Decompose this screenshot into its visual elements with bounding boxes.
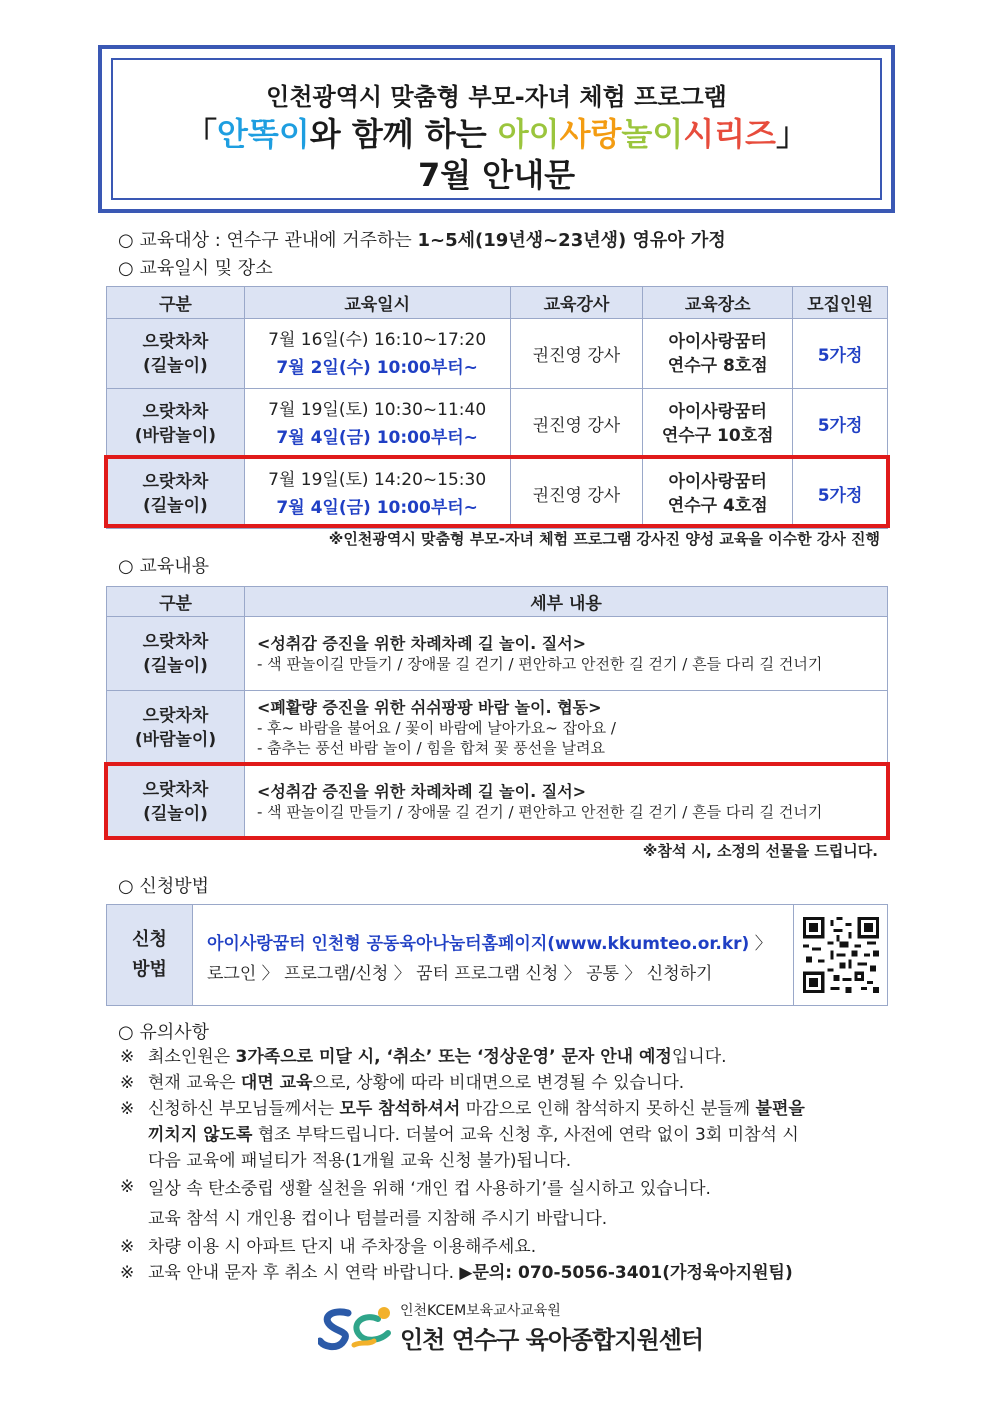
- gift-note: ※참석 시, 소정의 선물을 드립니다.: [642, 842, 878, 860]
- place-cell: [643, 319, 793, 389]
- detail-line: - 색 판놀이길 만들기 / 장애물 길 걷기 / 편안하고 안전한 길 걷기 / 흔들 다리 길 건너기: [257, 654, 823, 673]
- note-bold: 모두 참석하셔서: [339, 1099, 461, 1119]
- detail-line: - 춤추는 풍선 바람 놀이 / 힘을 합쳐 꽃 풍선을 날려요: [257, 738, 605, 757]
- detail-line: - 색 판놀이길 만들기 / 장애물 길 걷기 / 편안하고 안전한 길 걷기 / 흔들 다리 길 건너기: [257, 802, 823, 821]
- category-name: 으랏차차: [142, 705, 209, 726]
- session-date: 7월 16일(수) 16:10~17:20: [268, 329, 487, 350]
- note-mark: ※: [120, 1263, 135, 1283]
- teacher-cell: 권진영 강사: [510, 319, 643, 389]
- series-part-1: 아이: [497, 115, 560, 153]
- schedule-header: 교육장소: [643, 287, 793, 319]
- content-header: 구분: [107, 587, 245, 617]
- title-box: [98, 45, 895, 213]
- center-logo-icon: [318, 1305, 394, 1351]
- content-heading: ○ 교육내용: [118, 556, 209, 577]
- highlight-box: [104, 455, 890, 528]
- open-date: 7월 4일(금) 10:00부터~: [276, 497, 478, 518]
- category-sub: (길놀이): [143, 803, 208, 824]
- contact-info: ▶문의: 070-5056-3401(가정육아지원팀): [459, 1263, 793, 1283]
- series-part-2: 사랑: [559, 115, 622, 153]
- detail-title: <폐활량 증진을 위한 쉬쉬팡팡 바람 놀이. 협동>: [257, 697, 602, 717]
- note-text: 최소인원은: [148, 1047, 236, 1067]
- date-cell: [244, 389, 510, 459]
- list-item: [120, 1234, 880, 1260]
- detail-cell: [245, 617, 888, 691]
- note-bold: 불편을: [755, 1099, 805, 1119]
- target-bold: 1~5세(19년생~23년생) 영유아 가정: [417, 230, 726, 251]
- table-row: [107, 319, 888, 389]
- schedule-heading: ○ 교육일시 및 장소: [118, 258, 273, 279]
- title-line1: 인천광역시 맞춤형 부모-자녀 체험 프로그램: [266, 83, 727, 111]
- list-item: [120, 1070, 880, 1096]
- apply-box: [106, 904, 888, 1006]
- category-name: 으랏차차: [142, 471, 209, 492]
- apply-steps: 로그인 〉 프로그램/신청 〉 꿈터 프로그램 신청 〉 공통 〉 신청하기: [207, 964, 713, 984]
- title-mid: 와 함께 하는: [309, 115, 498, 153]
- apply-label-line: 신청: [132, 929, 167, 950]
- note-text: 현재 교육은: [148, 1073, 241, 1093]
- series-part-3: 놀이: [621, 115, 684, 153]
- apply-text: [193, 905, 793, 1005]
- category-sub: (길놀이): [142, 355, 208, 376]
- note-mark: ※: [120, 1177, 135, 1197]
- detail-title: <성취감 증진을 위한 차례차례 길 놀이. 질서>: [257, 633, 587, 653]
- schedule-header: 교육강사: [510, 287, 643, 319]
- count-cell: 5가정: [793, 459, 888, 529]
- note-mark: ※: [120, 1073, 135, 1093]
- category-cell: [107, 617, 245, 691]
- note-text: 일상 속 탄소중립 생활 실천을 위해 ‘개인 컵 사용하기’를 실시하고 있습니다.: [148, 1179, 711, 1199]
- category-sub: (바람놀이): [134, 729, 217, 750]
- schedule-header: 구분: [107, 287, 245, 319]
- apply-label: [107, 905, 193, 1005]
- place-branch: 연수구 10호점: [661, 425, 774, 446]
- list-item: [120, 1174, 880, 1234]
- teacher-cell: 권진영 강사: [510, 459, 643, 529]
- schedule-header: 교육일시: [244, 287, 510, 319]
- title-line3: 7월 안내문: [417, 156, 576, 194]
- category-name: 으랏차차: [142, 331, 209, 352]
- highlight-box: [104, 762, 890, 840]
- count-cell: 5가정: [793, 389, 888, 459]
- content-header-row: [107, 587, 888, 617]
- schedule-header-row: [107, 287, 888, 319]
- table-row: [107, 691, 888, 765]
- series-part-4: 시리즈: [683, 115, 776, 153]
- notes-heading: ○ 유의사항: [118, 1022, 209, 1043]
- place-name: 아이사랑꿈터: [668, 331, 767, 352]
- bracket-close: 」: [775, 115, 808, 153]
- teacher-cell: 권진영 강사: [510, 389, 643, 459]
- apply-heading: ○ 신청방법: [118, 876, 209, 897]
- place-name: 아이사랑꿈터: [668, 401, 767, 422]
- category-name: 으랏차차: [142, 631, 209, 652]
- place-name: 아이사랑꿈터: [668, 471, 767, 492]
- session-date: 7월 19일(토) 10:30~11:40: [268, 399, 487, 420]
- list-item: [120, 1260, 880, 1286]
- category-sub: (길놀이): [143, 655, 208, 676]
- open-date: 7월 4일(금) 10:00부터~: [276, 427, 478, 448]
- instructor-note: ※인천광역시 맞춤형 부모-자녀 체험 프로그램 강사진 양성 교육을 이수한 강사 진행: [328, 530, 880, 548]
- place-branch: 연수구 4호점: [667, 495, 768, 516]
- place-branch: 연수구 8호점: [667, 355, 768, 376]
- qr-code-icon[interactable]: [793, 905, 887, 1005]
- count-cell: 5가정: [793, 319, 888, 389]
- bracket-open: 「: [185, 115, 218, 153]
- footer-line2: 인천 연수구 육아종합지원센터: [400, 1326, 704, 1354]
- note-text: 신청하신 부모님들께서는: [148, 1099, 340, 1119]
- category-cell: [107, 691, 245, 765]
- note-mark: ※: [120, 1099, 135, 1119]
- category-sub: (길놀이): [142, 495, 208, 516]
- list-item: [120, 1044, 880, 1070]
- title-name: 안똑이: [217, 115, 310, 153]
- note-text: 협조 부탁드립니다. 더불어 교육 신청 후, 사전에 연락 없이 3회 미참석 시: [252, 1125, 799, 1145]
- table-row: [107, 389, 888, 459]
- note-text: 으로, 상황에 따라 비대면으로 변경될 수 있습니다.: [312, 1073, 685, 1093]
- title-line2: [113, 114, 880, 154]
- homepage-link[interactable]: 아이사랑꿈터 인천형 공동육아나눔터홈페이지(www.kkumteo.or.kr): [207, 934, 750, 954]
- list-item: [120, 1096, 880, 1174]
- title-inner: [111, 58, 882, 200]
- category-name: 으랏차차: [142, 779, 209, 800]
- schedule-header: 모집인원: [793, 287, 888, 319]
- qr-code-svg: [803, 917, 879, 993]
- target-prefix: ○ 교육대상 : 연수구 관내에 거주하는: [118, 230, 418, 251]
- note-text: 교육 안내 문자 후 취소 시 연락 바랍니다.: [148, 1263, 460, 1283]
- note-bold: 대면 교육: [240, 1073, 313, 1093]
- note-mark: ※: [120, 1237, 135, 1257]
- table-row: [107, 617, 888, 691]
- note-text: 마감으로 인해 참석하지 못하신 분들께: [460, 1099, 756, 1119]
- content-header: 세부 내용: [245, 587, 888, 617]
- target-line: [118, 226, 726, 252]
- detail-title: <성취감 증진을 위한 차례차례 길 놀이. 질서>: [257, 781, 587, 801]
- footer-line1: 인천KCEM보육교사교육원: [400, 1303, 561, 1319]
- category-sub: (바람놀이): [134, 425, 217, 446]
- note-bold: 3가족으로 미달 시, ‘취소’ 또는 ‘정상운영’ 문자 안내 예정: [235, 1047, 672, 1067]
- note-text: 다음 교육에 패널티가 적용(1개월 교육 신청 불가)됩니다.: [148, 1151, 572, 1171]
- note-text: 차량 이용 시 아파트 단지 내 주차장을 이용해주세요.: [148, 1237, 537, 1257]
- open-date: 7월 2일(수) 10:00부터~: [276, 357, 478, 378]
- note-text: 교육 참석 시 개인용 컵이나 텀블러를 지참해 주시기 바랍니다.: [148, 1209, 608, 1229]
- note-mark: ※: [120, 1047, 135, 1067]
- category-name: 으랏차차: [142, 401, 209, 422]
- note-bold: 끼치지 않도록: [148, 1125, 253, 1145]
- notes-list: [120, 1044, 880, 1286]
- apply-label-line: 방법: [132, 959, 167, 980]
- category-cell: [107, 389, 245, 459]
- detail-line: - 후~ 바람을 불어요 / 꽃이 바람에 날아가요~ 잡아요 /: [257, 718, 616, 737]
- category-cell: [107, 319, 245, 389]
- date-cell: [244, 319, 510, 389]
- arrow-sep: 〉: [749, 934, 772, 954]
- note-text: 입니다.: [671, 1047, 727, 1067]
- detail-cell: [245, 691, 888, 765]
- place-cell: [643, 389, 793, 459]
- footer-logo: [318, 1300, 703, 1355]
- session-date: 7월 19일(토) 14:20~15:30: [268, 469, 487, 490]
